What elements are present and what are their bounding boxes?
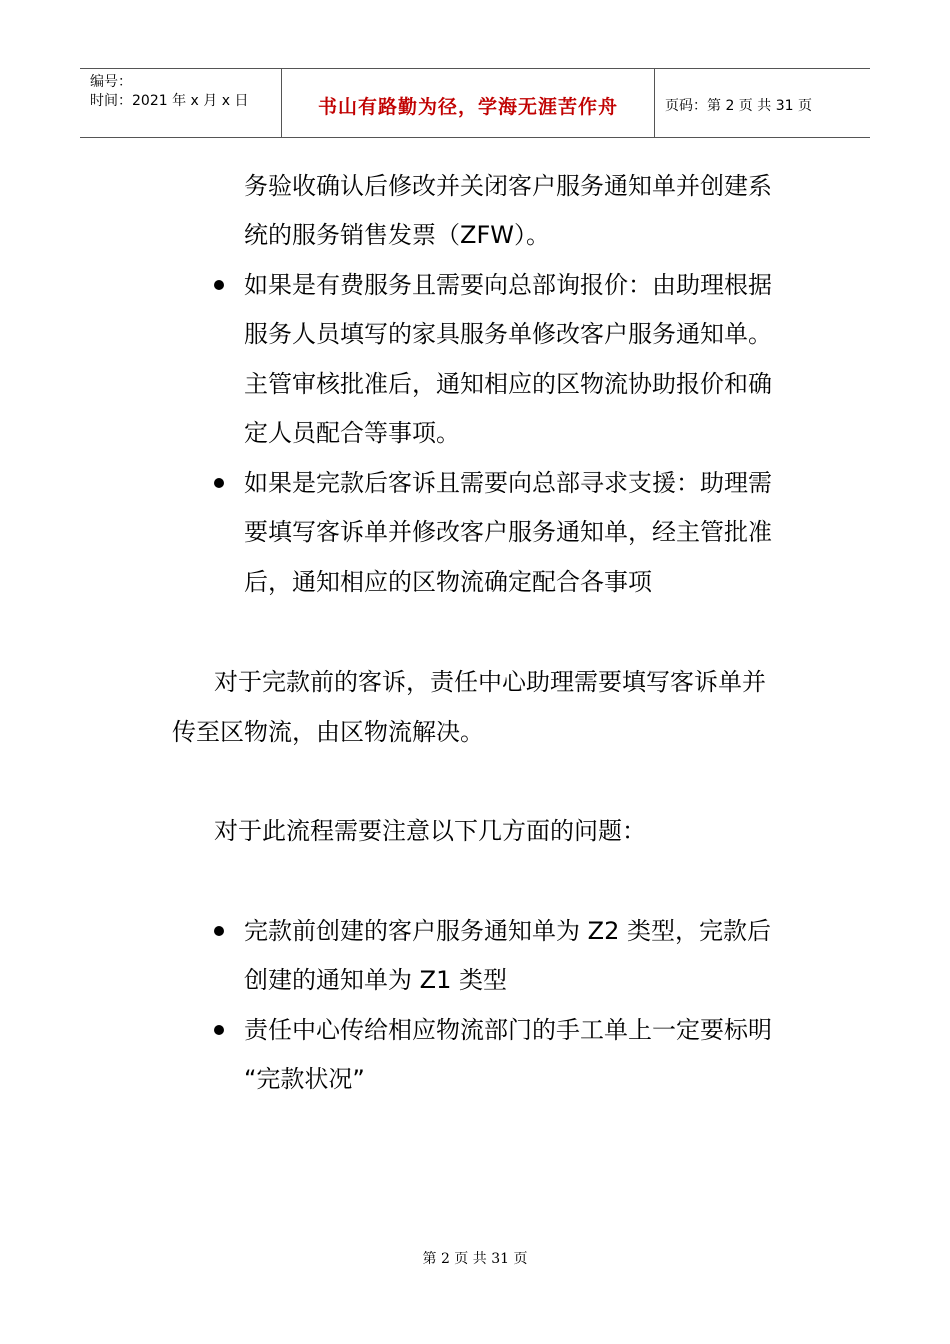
document-time-label: 时间：2021 年 x 月 x 日 <box>90 93 249 109</box>
paragraph-line: 传至区物流，由区物流解决。 <box>172 718 484 746</box>
bullet-icon <box>214 478 224 488</box>
bullet-icon <box>214 280 224 290</box>
header-page-cell <box>655 69 870 137</box>
text-line: 定人员配合等事项。 <box>244 419 460 447</box>
page-header <box>80 68 870 138</box>
header-motto-cell <box>282 69 655 137</box>
text-line: 创建的通知单为 Z1 类型 <box>244 966 507 994</box>
header-page-info: 页码：第 2 页 共 31 页 <box>665 98 812 114</box>
text-line: 务验收确认后修改并关闭客户服务通知单并创建系 <box>244 172 772 200</box>
text-line: 主管审核批准后，通知相应的区物流协助报价和确 <box>244 370 772 398</box>
header-motto: 书山有路勤为径，学海无涯苦作舟 <box>317 95 618 118</box>
text-line: 责任中心传给相应物流部门的手工单上一定要标明 <box>244 1016 772 1044</box>
text-line: 如果是完款后客诉且需要向总部寻求支援：助理需 <box>244 469 772 497</box>
text-line: “完款状况” <box>244 1065 365 1093</box>
text-line: 完款前创建的客户服务通知单为 Z2 类型，完款后 <box>244 917 771 945</box>
text-line: 统的服务销售发票（ZFW）。 <box>244 221 550 249</box>
text-line: 后，通知相应的区物流确定配合各事项 <box>244 568 652 596</box>
header-meta-cell <box>80 69 282 137</box>
text-line: 如果是有费服务且需要向总部询报价：由助理根据 <box>244 271 772 299</box>
paragraph-line: 对于完款前的客诉，责任中心助理需要填写客诉单并 <box>214 668 766 696</box>
bullet-icon <box>214 1025 224 1035</box>
paragraph-line: 对于此流程需要注意以下几方面的问题： <box>214 817 646 845</box>
text-line: 要填写客诉单并修改客户服务通知单，经主管批准 <box>244 518 772 546</box>
text-line: 服务人员填写的家具服务单修改客户服务通知单。 <box>244 320 772 348</box>
page-footer: 第 2 页 共 31 页 <box>422 1251 528 1267</box>
bullet-icon <box>214 926 224 936</box>
document-number-label: 编号： <box>90 74 132 90</box>
